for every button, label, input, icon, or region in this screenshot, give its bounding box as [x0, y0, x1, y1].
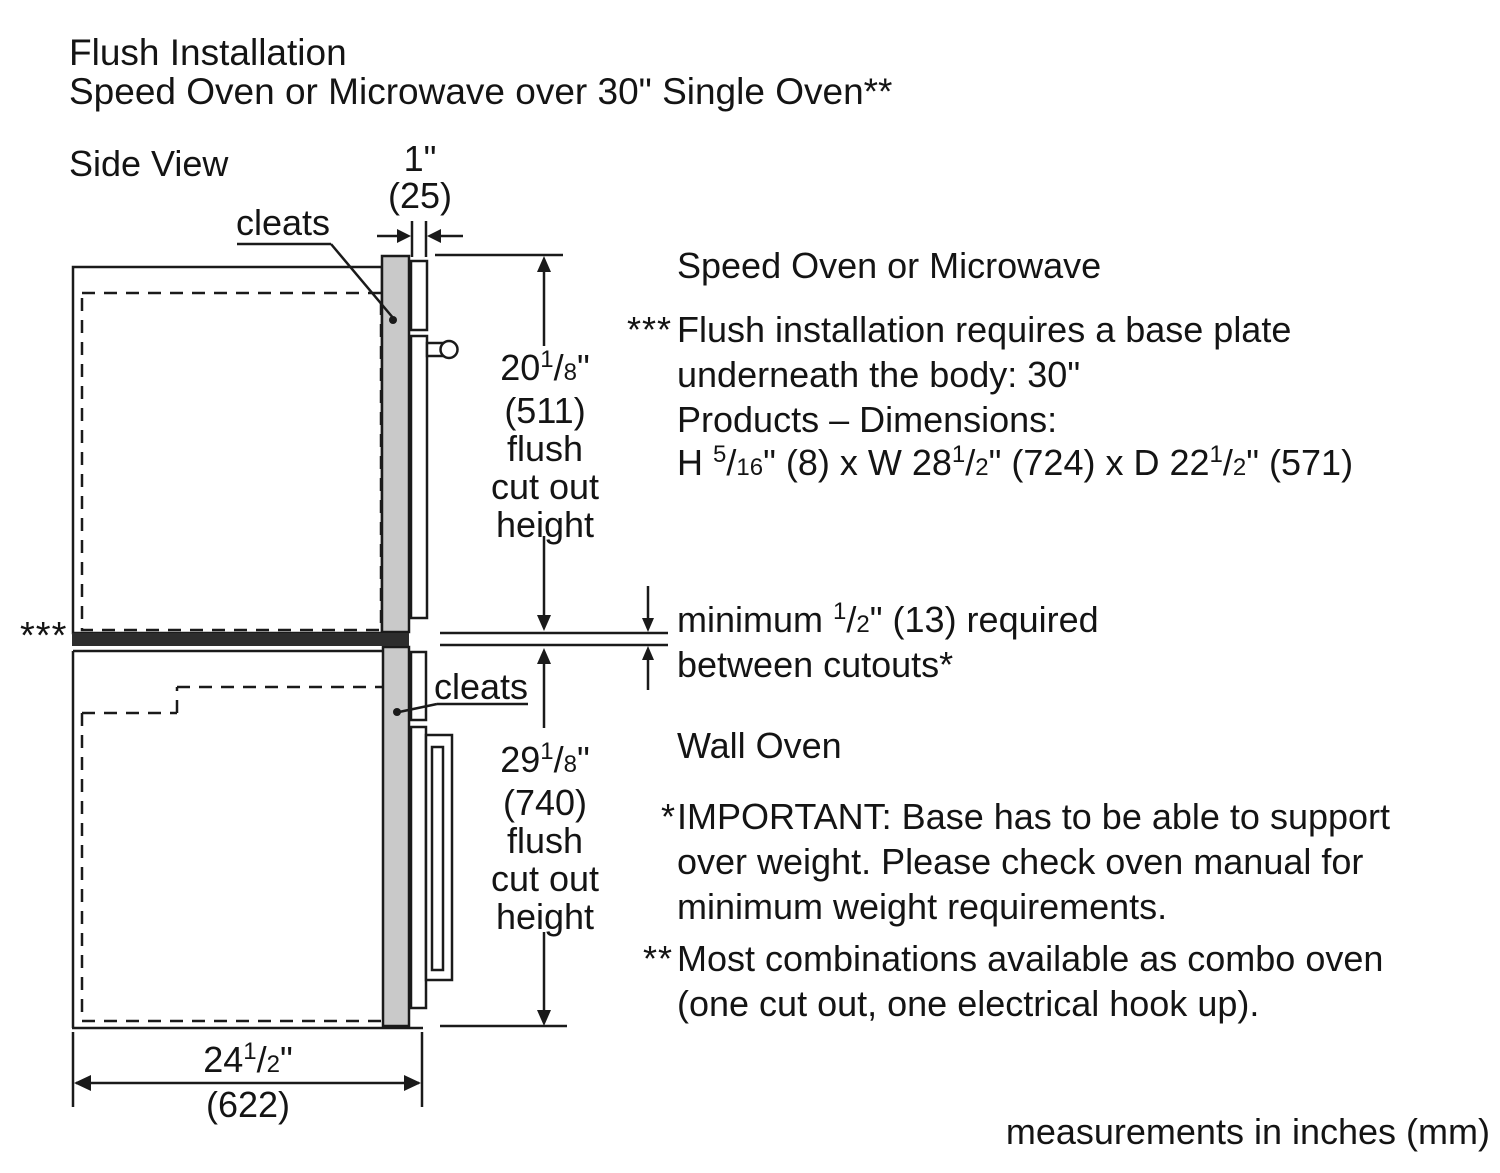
lower-cleats-leader-dot — [393, 708, 401, 716]
important-line2: over weight. Please check oven manual for — [677, 841, 1364, 882]
min-gap-line2: between cutouts* — [677, 644, 954, 685]
important-marker: * — [661, 796, 677, 837]
door-handle-knob — [441, 341, 458, 358]
min-gap-arrow-down-head — [642, 618, 654, 632]
lower-cabinet-outline — [72, 651, 423, 1028]
lower-dim-up-head — [537, 648, 551, 664]
dim-upper-cutout-caption2: cut out — [490, 466, 600, 507]
flush-note-line2: underneath the body: 30" — [677, 354, 1081, 395]
lower-appliance-dashed-outline — [82, 687, 382, 1021]
dim-lower-cutout-caption3: height — [495, 896, 595, 937]
dim-lower-cutout-mm: (740) — [502, 782, 588, 823]
wall-oven-heading: Wall Oven — [677, 725, 842, 766]
product-dimensions-line: H $^5$/16" (8) x W $28^1/2$" (724) x D $22^1/2$" (571) — [677, 441, 1354, 483]
dim-depth-mm: (622) — [205, 1084, 291, 1125]
upper-dim-down-head — [537, 615, 551, 631]
min-gap-line1: minimum $^1$/2" (13) required — [677, 598, 1099, 640]
combo-marker: ** — [643, 938, 674, 979]
door-thickness-right-head — [427, 229, 441, 243]
view-label: Side View — [69, 143, 229, 184]
combo-line1: Most combinations available as combo oven — [677, 938, 1384, 979]
base-plate — [72, 633, 409, 646]
door-thickness-mm: (25) — [387, 175, 453, 216]
page-title-line1: Flush Installation — [69, 32, 347, 73]
lower-cleat — [383, 647, 409, 1026]
dim-lower-cutout-caption2: cut out — [490, 858, 600, 899]
lower-door-layer-inner — [432, 747, 443, 970]
base-plate-marker: *** — [20, 615, 68, 657]
lower-dim-down-head — [537, 1010, 551, 1026]
dim-depth-inches: $24^1/2$" — [203, 1038, 293, 1080]
important-line1: IMPORTANT: Base has to be able to support — [677, 796, 1391, 837]
upper-cleats-leader-dot — [389, 316, 397, 324]
dim-lower-cutout-inches: $29^1/8$" — [500, 738, 590, 780]
important-line3: minimum weight requirements. — [677, 886, 1168, 927]
upper-cleats-leader — [237, 244, 394, 319]
speed-oven-heading: Speed Oven or Microwave — [677, 245, 1102, 286]
upper-door-panel-top — [411, 261, 427, 330]
upper-dim-up-head — [537, 256, 551, 272]
upper-cleat — [382, 256, 409, 632]
upper-door-panel — [411, 336, 427, 618]
cleats-label-top: cleats — [236, 202, 331, 243]
door-thickness-inches: 1" — [403, 138, 437, 179]
upper-cabinet-outline — [73, 267, 382, 633]
flush-note-line1: Flush installation requires a base plate — [677, 309, 1292, 350]
depth-right-head — [404, 1075, 421, 1091]
flush-note-marker: *** — [627, 309, 673, 350]
dim-upper-cutout-mm: (511) — [504, 390, 586, 431]
page-title-line2: Speed Oven or Microwave over 30" Single Oven** — [69, 71, 893, 112]
dim-upper-cutout-caption3: height — [495, 504, 595, 545]
depth-left-head — [74, 1075, 91, 1091]
min-gap-arrow-up-head — [642, 646, 654, 660]
lower-door-panel — [411, 727, 426, 1008]
upper-appliance-dashed-outline — [82, 293, 381, 630]
door-thickness-extension-lines — [412, 221, 426, 257]
flush-note-line3: Products – Dimensions: — [677, 399, 1058, 440]
cleats-label-bottom: cleats — [434, 666, 529, 707]
units-footer: measurements in inches (mm) — [1005, 1111, 1490, 1152]
dim-upper-cutout-inches: $20^1/8$" — [500, 346, 590, 388]
dim-upper-cutout — [460, 346, 630, 545]
dim-upper-cutout-caption1: flush — [506, 428, 584, 469]
door-thickness-left-head — [397, 229, 411, 243]
combo-line2: (one cut out, one electrical hook up). — [677, 983, 1260, 1024]
min-gap-lines — [440, 633, 668, 645]
dim-lower-cutout-caption1: flush — [506, 820, 584, 861]
dim-lower-cutout — [460, 738, 630, 937]
